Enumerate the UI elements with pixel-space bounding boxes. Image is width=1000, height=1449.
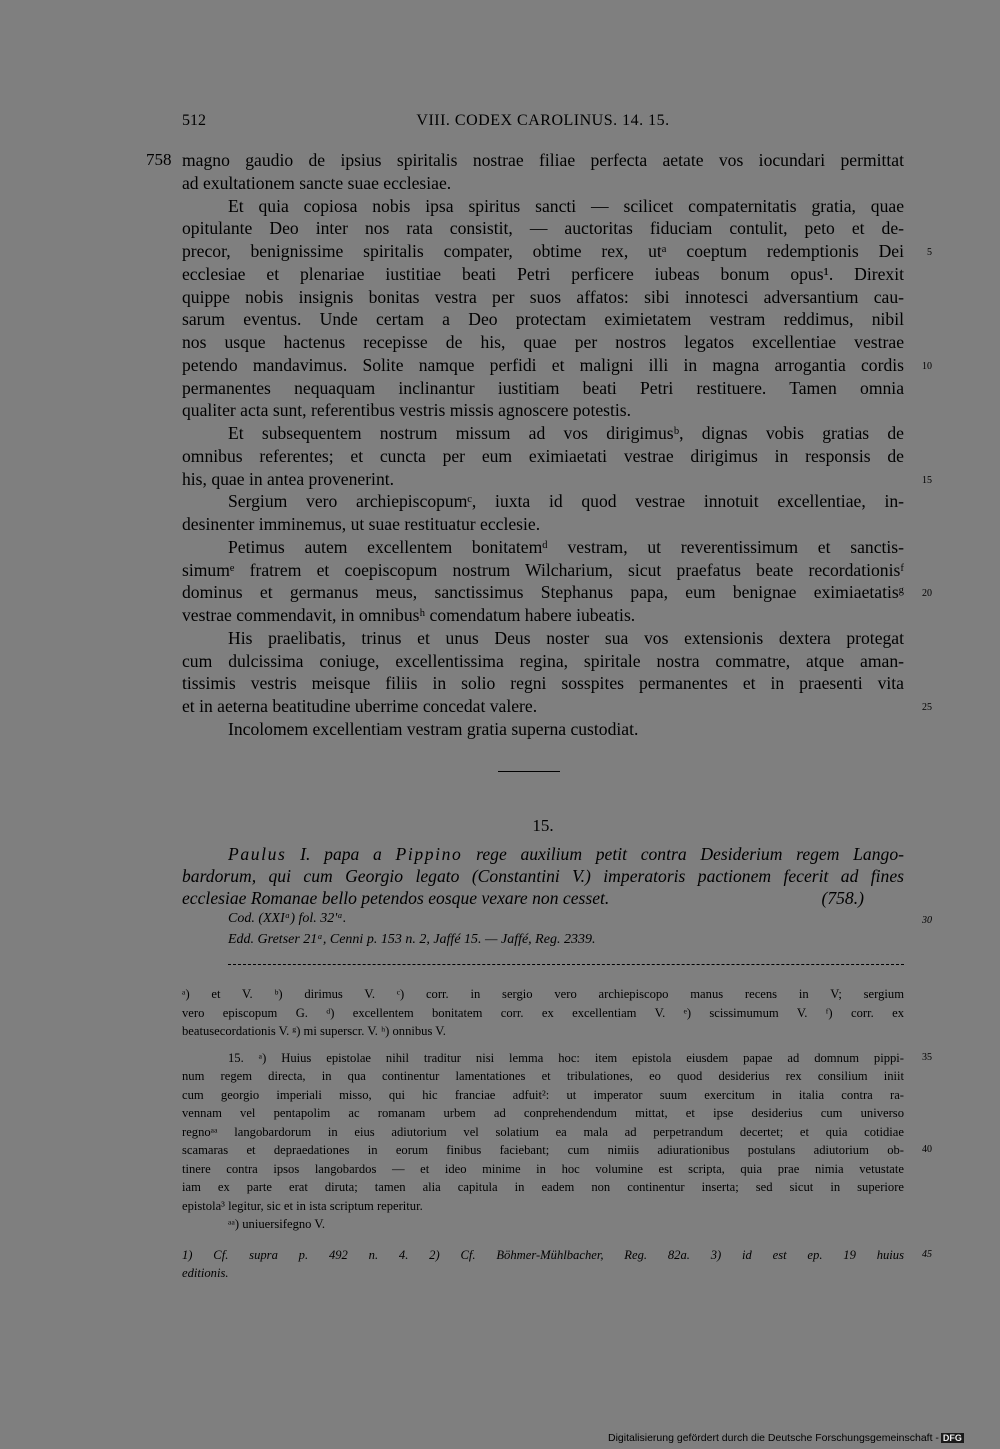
- body-line: [182, 286, 904, 309]
- line-text: ecclesiae et plenariae iustitiae beati Petri perficere iubeas bonum opus¹. Direxit: [182, 263, 904, 284]
- body-line: [182, 536, 904, 559]
- line-text: precor, benignissime spiritalis compater, obtime rex, utᵃ coeptum redemptionis Dei: [182, 241, 904, 261]
- regest-line: [182, 843, 904, 865]
- line-text: beatusecordationis V. ᵍ) mi superscr. V. ʰ) onnibus V.: [182, 1024, 446, 1038]
- line-text: dominus et germanus meus, sanctissimus Stephanus papa, eum benignae eximiaetatisᵍ: [182, 582, 904, 603]
- line-text: His praelibatis, trinus et unus Deus noster sua vos extensionis dextera protegat: [228, 627, 904, 648]
- line-number: 25: [922, 702, 932, 713]
- line-text: Et quia copiosa nobis ipsa spiritus sancti — scilicet compaternitatis gratia, quae: [228, 195, 904, 216]
- line-text: ad exultationem sancte suae ecclesiae.: [182, 172, 452, 193]
- running-title: VIII. CODEX CAROLINUS. 14. 15.: [416, 112, 670, 129]
- line-text: Cod. (XXIᵃ) fol. 32'ᵃ.: [228, 911, 347, 926]
- regest-line: bardorum, qui cum Georgio legato (Constantini V.) imperatoris pactionem fecerit ad fines: [182, 866, 904, 886]
- body-line: [182, 195, 904, 218]
- body-line: [182, 354, 932, 377]
- source-line: [228, 908, 932, 929]
- line-number: 35: [922, 1051, 932, 1063]
- line-text: Et subsequentem nostrum missum ad vos dirigimusᵇ, dignas vobis gratias de: [228, 423, 904, 443]
- body-line: [182, 695, 932, 718]
- apparatus-line: [182, 1022, 904, 1041]
- body-line: [182, 217, 904, 240]
- line-text: opitulante Deo inter nos rata consistit, — auctoritas fiduciam contulit, peto et de-: [182, 218, 904, 239]
- line-number: 5: [927, 247, 932, 258]
- critical-apparatus: [182, 985, 932, 1283]
- regest-line: [182, 887, 904, 909]
- body-line: [182, 377, 904, 400]
- line-text: Sergium vero archiepiscopumᶜ, iuxta id quod vestrae innotuit excellentiae, in-: [228, 491, 904, 512]
- line-text: tissimis vestris meisque filiis in solio regni sosspites permanentes et in praesenti vita: [182, 673, 904, 694]
- line-number: 10: [922, 360, 932, 372]
- margin-year: 758: [146, 150, 172, 169]
- apparatus-line: [182, 1123, 904, 1142]
- line-text: ᵃ) et V. ᵇ) dirimus V. ᶜ) corr. in sergio vero archiepiscopo manus recens in V; sergium: [182, 987, 904, 1001]
- line-text: et in aeterna beatitudine uberrime concedat valere.: [182, 696, 538, 716]
- page-number: 512: [182, 112, 206, 129]
- line-text: simumᵉ fratrem et coepiscopum nostrum Wilcharium, sicut praefatus beate recordationisᶠ: [182, 559, 904, 580]
- body-line: [182, 718, 904, 741]
- spacer: [182, 1234, 904, 1246]
- regest-name-paulus: Paulus: [228, 844, 287, 864]
- document-number: 15.: [532, 816, 554, 835]
- apparatus-line: [182, 1049, 932, 1068]
- apparatus-line: [182, 985, 904, 1004]
- footnote-line: [182, 1264, 904, 1283]
- body-line: [182, 627, 904, 650]
- source-references: [228, 908, 932, 950]
- apparatus-divider: [228, 964, 904, 965]
- line-text: 1) Cf. supra p. 492 n. 4. 2) Cf. Böhmer-Mühlbacher, Reg. 82a. 3) id est ep. 19 huius: [182, 1247, 904, 1262]
- body-line: [182, 581, 932, 604]
- spacer: [182, 1041, 904, 1049]
- apparatus-line: [182, 1141, 932, 1160]
- apparatus-line: [182, 1086, 904, 1105]
- line-text: desinenter imminemus, ut suae restituatur ecclesie.: [182, 514, 541, 534]
- line-number: 15: [922, 474, 932, 486]
- regest-name-pippinus: Pippino: [395, 844, 463, 864]
- line-text: cum dulcissima coniuge, excellentissima regina, spiritale nostra commatre, atque aman-: [182, 650, 904, 671]
- body-line: [182, 308, 904, 331]
- line-text: sarum eventus. Unde certam a Deo protectam eximietatem vestram reddimus, nibil: [182, 309, 904, 330]
- body-line: [182, 650, 904, 673]
- line-text: editionis.: [182, 1266, 229, 1280]
- line-text: num regem directa, in qua continentur lamentationes et tribulationes, eo quod desiderius rex consilium iniit: [182, 1069, 904, 1083]
- body-line: [182, 672, 904, 695]
- line-text: regnoᵃᵃ langobardorum in eius adiutorium vel solatium ea mala ad perpetrandum decertet; et quia cotidiae: [182, 1124, 904, 1139]
- apparatus-line: [182, 1067, 904, 1086]
- body-line: [182, 604, 904, 627]
- regest-text: rege auxilium petit contra Desiderium regem Lango-: [462, 844, 904, 864]
- line-text: Edd. Gretser 21ᵃ, Cenni p. 153 n. 2, Jaffé 15. — Jaffé, Reg. 2339.: [228, 932, 596, 947]
- line-text: 15. ᵃ) Huius epistolae nihil traditur nisi lemma hoc: item epistola eiusdem papae ad domnum pippi-: [228, 1050, 904, 1065]
- body-line: [182, 445, 904, 468]
- line-text: iam ex parte erat diruta; tamen alia capitula in eadem non continentur inserta; sed sicut in superiore: [182, 1180, 904, 1194]
- line-text: Incolomem excellentiam vestram gratia superna custodiat.: [228, 718, 639, 739]
- body-line: [182, 331, 904, 354]
- apparatus-line: [182, 1178, 904, 1197]
- section-divider: [498, 771, 560, 772]
- running-head: [182, 112, 904, 136]
- body-line: [182, 513, 904, 536]
- line-number: 40: [922, 1144, 932, 1155]
- line-text: vero episcopum G. ᵈ) excellentem bonitatem corr. ex excellentiam V. ᵉ) scissimumum V. ᶠ) corr. ex: [182, 1005, 904, 1020]
- line-text: magno gaudio de ipsius spiritalis nostrae filiae perfecta aetate vos iocundari permittat: [182, 150, 904, 170]
- line-text: vestrae commendavit, in omnibusʰ comendatum habere iubeatis.: [182, 605, 636, 625]
- line-text: cum georgio imperiali misso, qui hic franciae adfuit²: ut imperator suum exercitum in italia contra ra-: [182, 1087, 904, 1102]
- line-text: Petimus autem excellentem bonitatemᵈ vestram, ut reverentissimum et sanctis-: [228, 536, 904, 557]
- regest-text: I. papa a: [286, 844, 396, 864]
- body-line: [182, 263, 904, 286]
- body-line: [182, 490, 904, 513]
- source-line: [228, 929, 904, 950]
- body-line: [182, 172, 904, 195]
- body-line: [182, 399, 904, 422]
- line-text: his, quae in antea provenerint.: [182, 468, 395, 489]
- line-text: quippe nobis insignis bonitas vestra per suos affatos: sibi innotesci adversantium cau-: [182, 286, 904, 307]
- body-line: [182, 559, 904, 582]
- line-text: scamaras et depraedationes in eorum finibus faciebant; cum nimiis adiurationibus postulans adiutorium ob-: [182, 1143, 904, 1157]
- line-number: 20: [922, 588, 932, 600]
- digitization-footer: [608, 1432, 964, 1444]
- apparatus-line: [182, 1160, 904, 1179]
- footnote-line: [182, 1246, 932, 1265]
- apparatus-line: ᵃᵃ) uniuersifegno V.: [228, 1217, 326, 1231]
- line-text: epistola³ legitur, sic et in ista scriptum reperitur.: [182, 1198, 423, 1213]
- line-number: 30: [922, 915, 932, 926]
- line-text: tinere contra ipsos langobardos — et ideo minime in hoc volumine est scripta, quia prae nimia vetustate: [182, 1161, 904, 1176]
- body-line: [182, 422, 904, 445]
- body-line: [146, 149, 904, 172]
- regest: [182, 843, 904, 909]
- footer-text: Digitalisierung gefördert durch die Deutsche Forschungsgemeinschaft -: [608, 1432, 939, 1444]
- line-text: nos usque hactenus recepisse de his, quae per nostros legatos excellentiae vestrae: [182, 332, 904, 352]
- regest-text: ecclesiae Romanae bello petendos eosque vexare non cesset.: [182, 888, 610, 908]
- line-number: 45: [922, 1248, 932, 1260]
- line-text: vennam vel pentapolim ac romanam urbem ad conprehendendum mittat, et ipse desiderius cum universo: [182, 1106, 904, 1120]
- line-text: omnibus referentes; et cuncta per eum eximiaetati vestrae dirigimus in responsis de: [182, 445, 904, 466]
- letter-text: [146, 149, 932, 741]
- line-text: petendo mandavimus. Solite namque perfidi et maligni illi in magna arrogantia cordis: [182, 354, 904, 375]
- apparatus-line: [182, 1104, 904, 1123]
- body-line: [182, 240, 932, 263]
- regest-date: (758.): [821, 888, 864, 908]
- line-text: qualiter acta sunt, referentibus vestris missis agnoscere potestis.: [182, 400, 632, 421]
- apparatus-line: [182, 1004, 904, 1023]
- apparatus-line: [182, 1197, 904, 1216]
- dfg-logo: DFG: [942, 1433, 962, 1443]
- line-text: permanentes nequaquam inclinantur iustitiam beati Petri restituere. Tamen omnia: [182, 377, 904, 398]
- body-line: [182, 468, 932, 491]
